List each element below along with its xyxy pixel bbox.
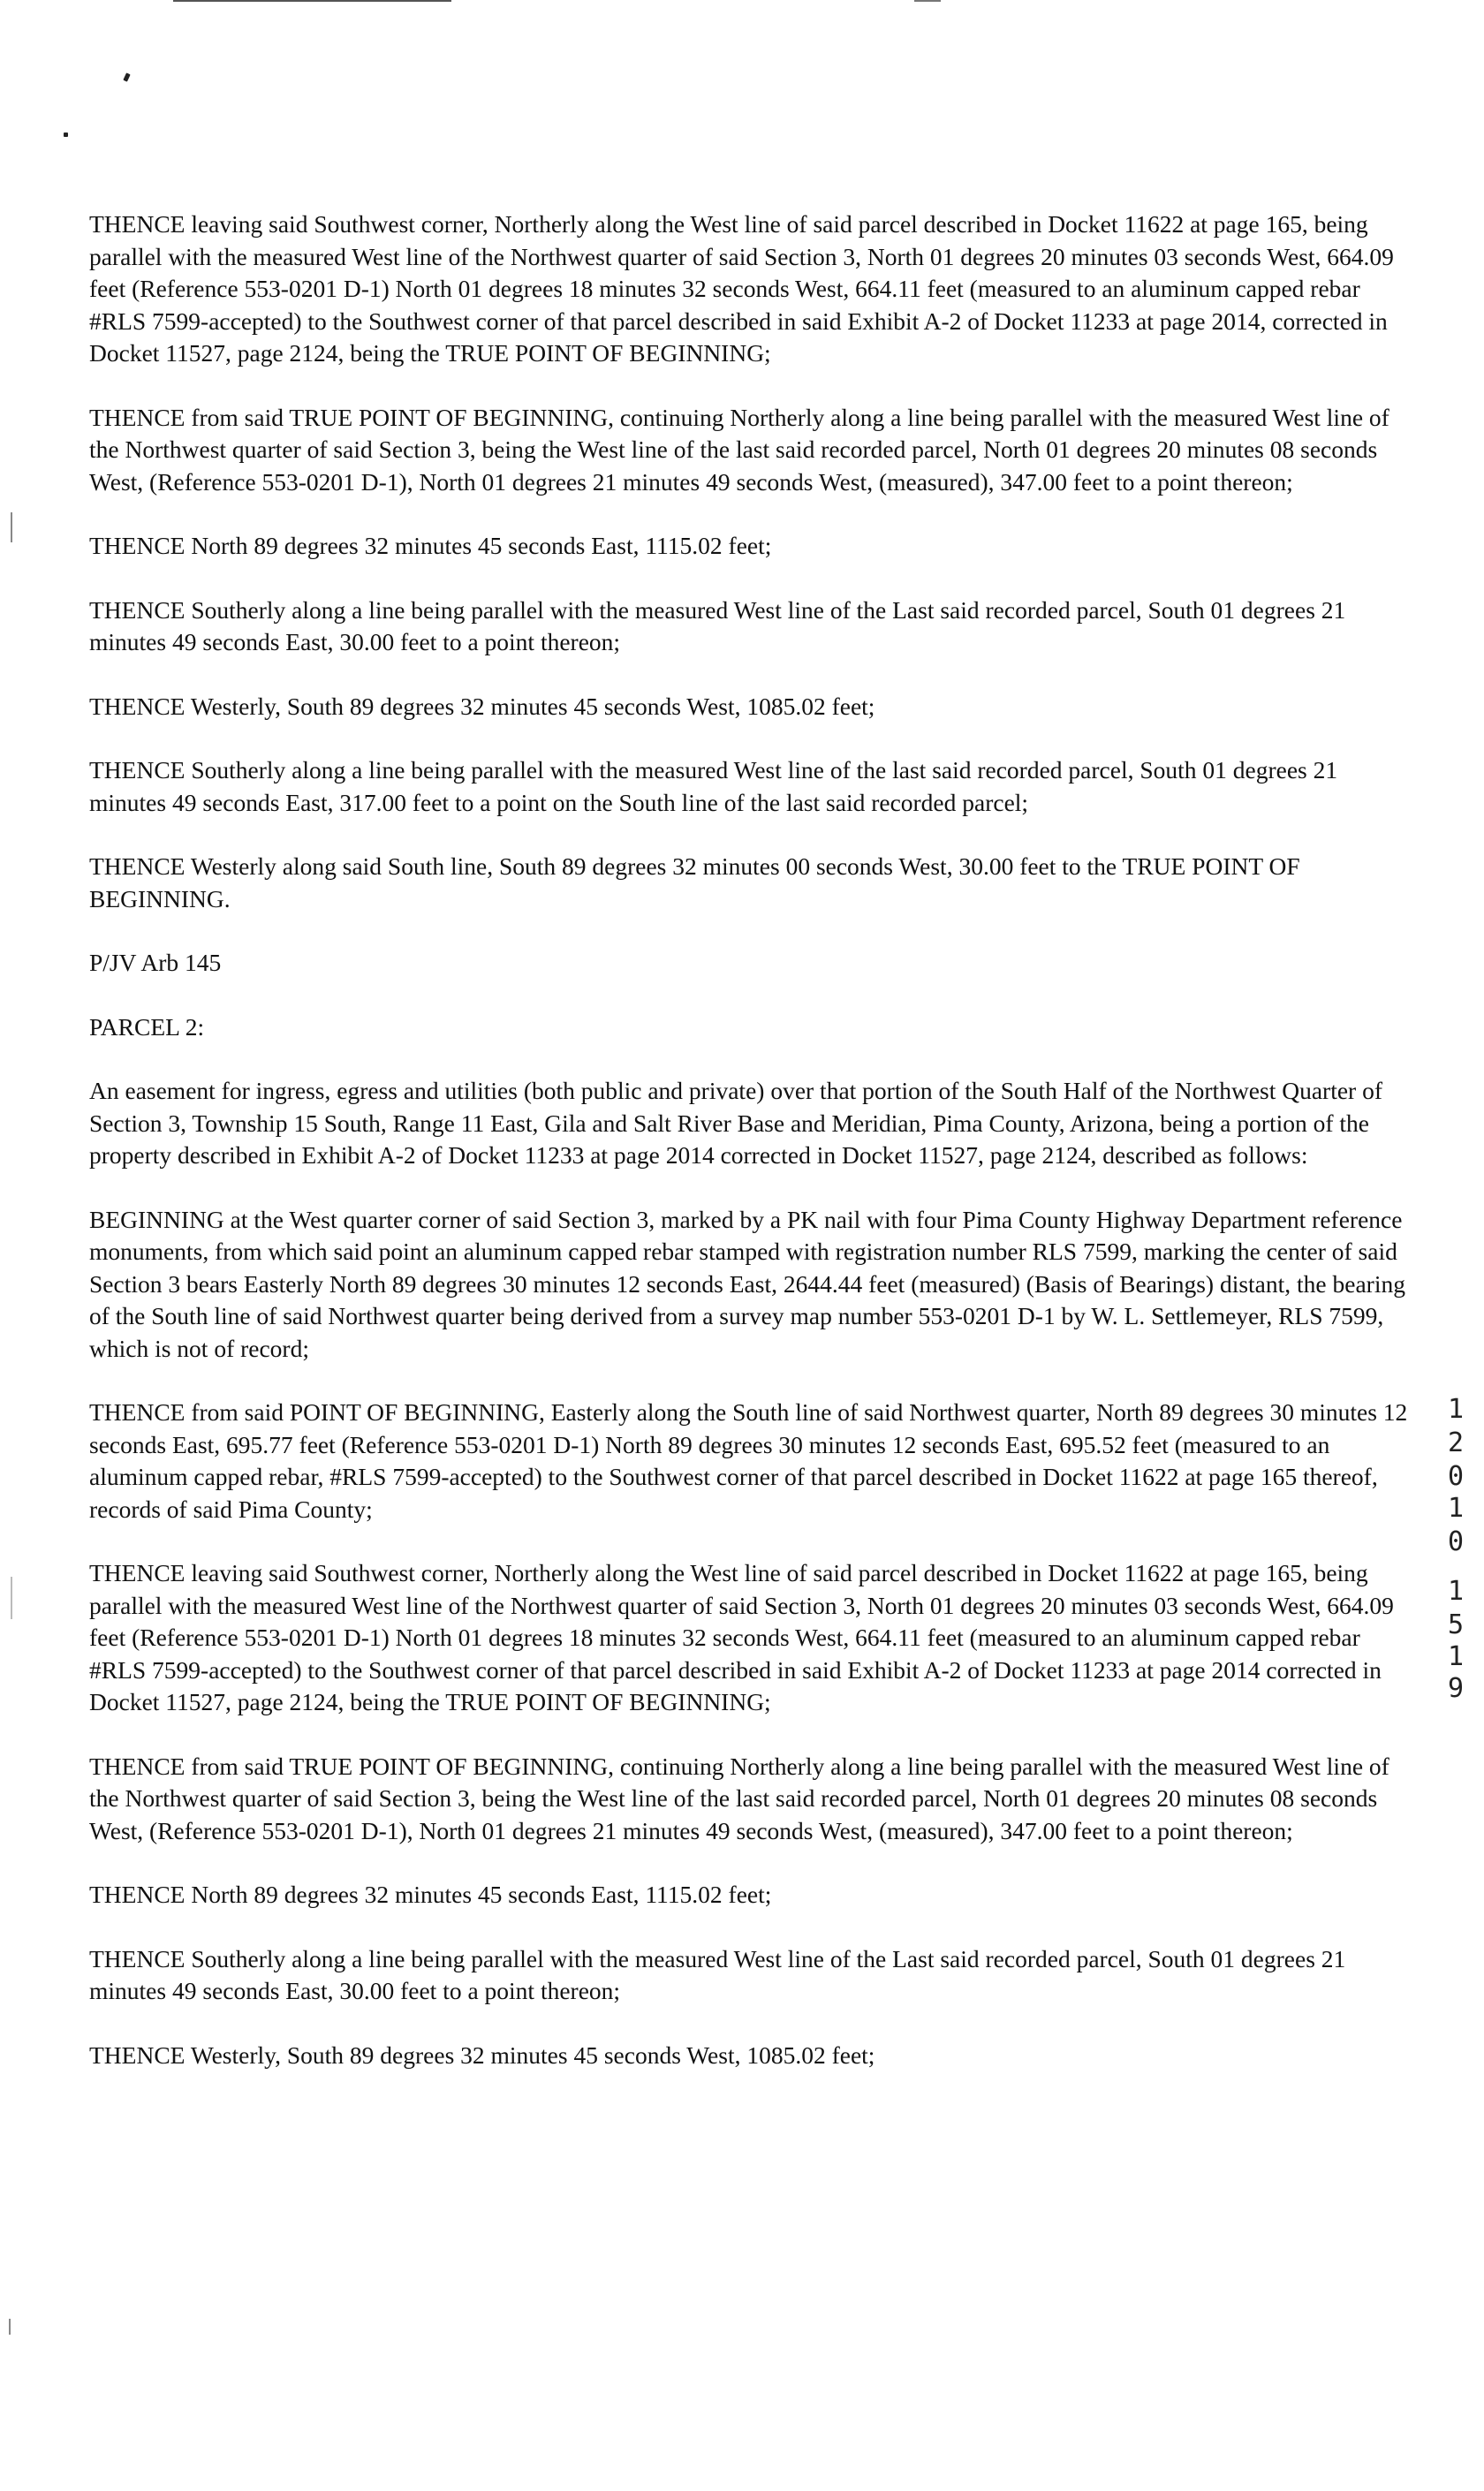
scan-mark [11,512,12,542]
stamp-digit: 1 [1447,1576,1465,1607]
stamp-digit: 2 [1447,1427,1465,1458]
section-heading: PARCEL 2: [89,1012,205,1041]
paragraph: THENCE Southerly along a line being parallel with the measured West line of the last said recorded parcel, South 01 degrees 21 minutes 49 seconds East, 317.00 feet to a point on the South line of the last said recorded parcel; [89,756,1338,816]
paragraph: THENCE from said POINT OF BEGINNING, Easterly along the South line of said Northwest quarter, North 89 degrees 30 minutes 12 seconds East, 695.77 feet (Reference 553-0201 D-1) North 89 degrees 30 minutes 12 seconds East, 695.52 feet (measured to an aluminum capped rebar, #RLS 7599-accepted) to the Southwest corner of that parcel described in Docket 11622 at page 165 thereof, records of said Pima County; [89,1398,1408,1523]
scan-speck [123,72,130,81]
paragraph: THENCE Westerly along said South line, South 89 degrees 32 minutes 00 seconds West, 30.00 feet to the TRUE POINT OF BEGINNING. [89,852,1300,912]
stamp-digit: 1 [1447,1493,1465,1524]
paragraph: THENCE leaving said Southwest corner, Northerly along the West line of said parcel described in Docket 11622 at page 165, being parallel with the measured West line of the Northwest quarter of said Section 3, North 01 degrees 20 minutes 03 seconds West, 664.09 feet (Reference 553-0201 D-1) North 01 degrees 18 minutes 32 seconds West, 664.11 feet (measured to an aluminum capped rebar #RLS 7599-accepted) to the Southwest corner of that parcel described in said Exhibit A-2 of Docket 11233 at page 2014 corrected in Docket 11527, page 2124, being the TRUE POINT OF BEGINNING; [89,1559,1394,1715]
scan-mark [9,2319,11,2335]
paragraph: BEGINNING at the West quarter corner of said Section 3, marked by a PK nail with four Pima County Highway Department reference monuments, from which said point an aluminum capped rebar stamped with registration number RLS 7599, marking the center of said Section 3 bears Easterly North 89 degrees 30 minutes 12 seconds East, 2644.44 feet (measured) (Basis of Bearings) distant, the bearing of the South line of said Northwest quarter being derived from a survey map number 553-0201 D-1 by W. L. Settlemeyer, RLS 7599, which is not of record; [89,1205,1405,1362]
paragraph: THENCE North 89 degrees 32 minutes 45 seconds East, 1115.02 feet; [89,532,772,559]
paragraph: An easement for ingress, egress and utilities (both public and private) over that portion of the South Half of the Northwest Quarter of Section 3, Township 15 South, Range 11 East, Gila and Salt River Base and Meridian, Pima County, Arizona, being a portion of the property described in Exhibit A-2 of Docket 11233 at page 2014 corrected in Docket 11527, page 2124, described as follows: [89,1077,1382,1169]
paragraph: THENCE from said TRUE POINT OF BEGINNING, continuing Northerly along a line being parallel with the measured West line of the Northwest quarter of said Section 3, being the West line of the last said recorded parcel, North 01 degrees 20 minutes 08 seconds West, (Reference 553-0201 D-1), North 01 degrees 21 minutes 49 seconds West, (measured), 347.00 feet to a point thereon; [89,403,1389,496]
paragraph: THENCE Westerly, South 89 degrees 32 minutes 45 seconds West, 1085.02 feet; [89,2040,875,2069]
scan-speck [64,132,68,137]
stamp-digit: 1 [1447,1394,1465,1425]
stamp-digit: 9 [1447,1673,1465,1704]
paragraph: THENCE Westerly, South 89 degrees 32 minutes 45 seconds West, 1085.02 feet; [89,692,875,720]
paragraph: THENCE Southerly along a line being parallel with the measured West line of the Last said recorded parcel, South 01 degrees 21 minutes 49 seconds East, 30.00 feet to a point thereon; [89,1944,1346,2004]
stamp-digit: 1 [1447,1641,1465,1672]
paragraph: THENCE Southerly along a line being parallel with the measured West line of the Last said recorded parcel, South 01 degrees 21 minutes 49 seconds East, 30.00 feet to a point thereon; [89,595,1346,655]
stamp-digit: 0 [1447,1526,1465,1557]
scan-mark [11,1577,12,1619]
paragraph: THENCE North 89 degrees 32 minutes 45 seconds East, 1115.02 feet; [89,1881,772,1908]
reference-line: P/JV Arb 145 [89,949,222,976]
document-body [89,208,1414,2103]
paragraph: THENCE leaving said Southwest corner, Northerly along the West line of said parcel described in Docket 11622 at page 165, being parallel with the measured West line of the Northwest quarter of said Section 3, North 01 degrees 20 minutes 03 seconds West, 664.09 feet (Reference 553-0201 D-1) North 01 degrees 18 minutes 32 seconds West, 664.11 feet (measured to an aluminum capped rebar #RLS 7599-accepted) to the Southwest corner of that parcel described in said Exhibit A-2 of Docket 11233 at page 2014, corrected in Docket 11527, page 2124, being the TRUE POINT OF BEGINNING; [89,210,1394,367]
stamp-digit: 5 [1447,1609,1465,1640]
top-rule-fragment [914,0,941,2]
paragraph: THENCE from said TRUE POINT OF BEGINNING, continuing Northerly along a line being parallel with the measured West line of the Northwest quarter of said Section 3, being the West line of the last said recorded parcel, North 01 degrees 20 minutes 08 seconds West, (Reference 553-0201 D-1), North 01 degrees 21 minutes 49 seconds West, (measured), 347.00 feet to a point thereon; [89,1752,1389,1844]
top-rule [173,0,451,2]
stamp-digit: 0 [1447,1461,1465,1492]
